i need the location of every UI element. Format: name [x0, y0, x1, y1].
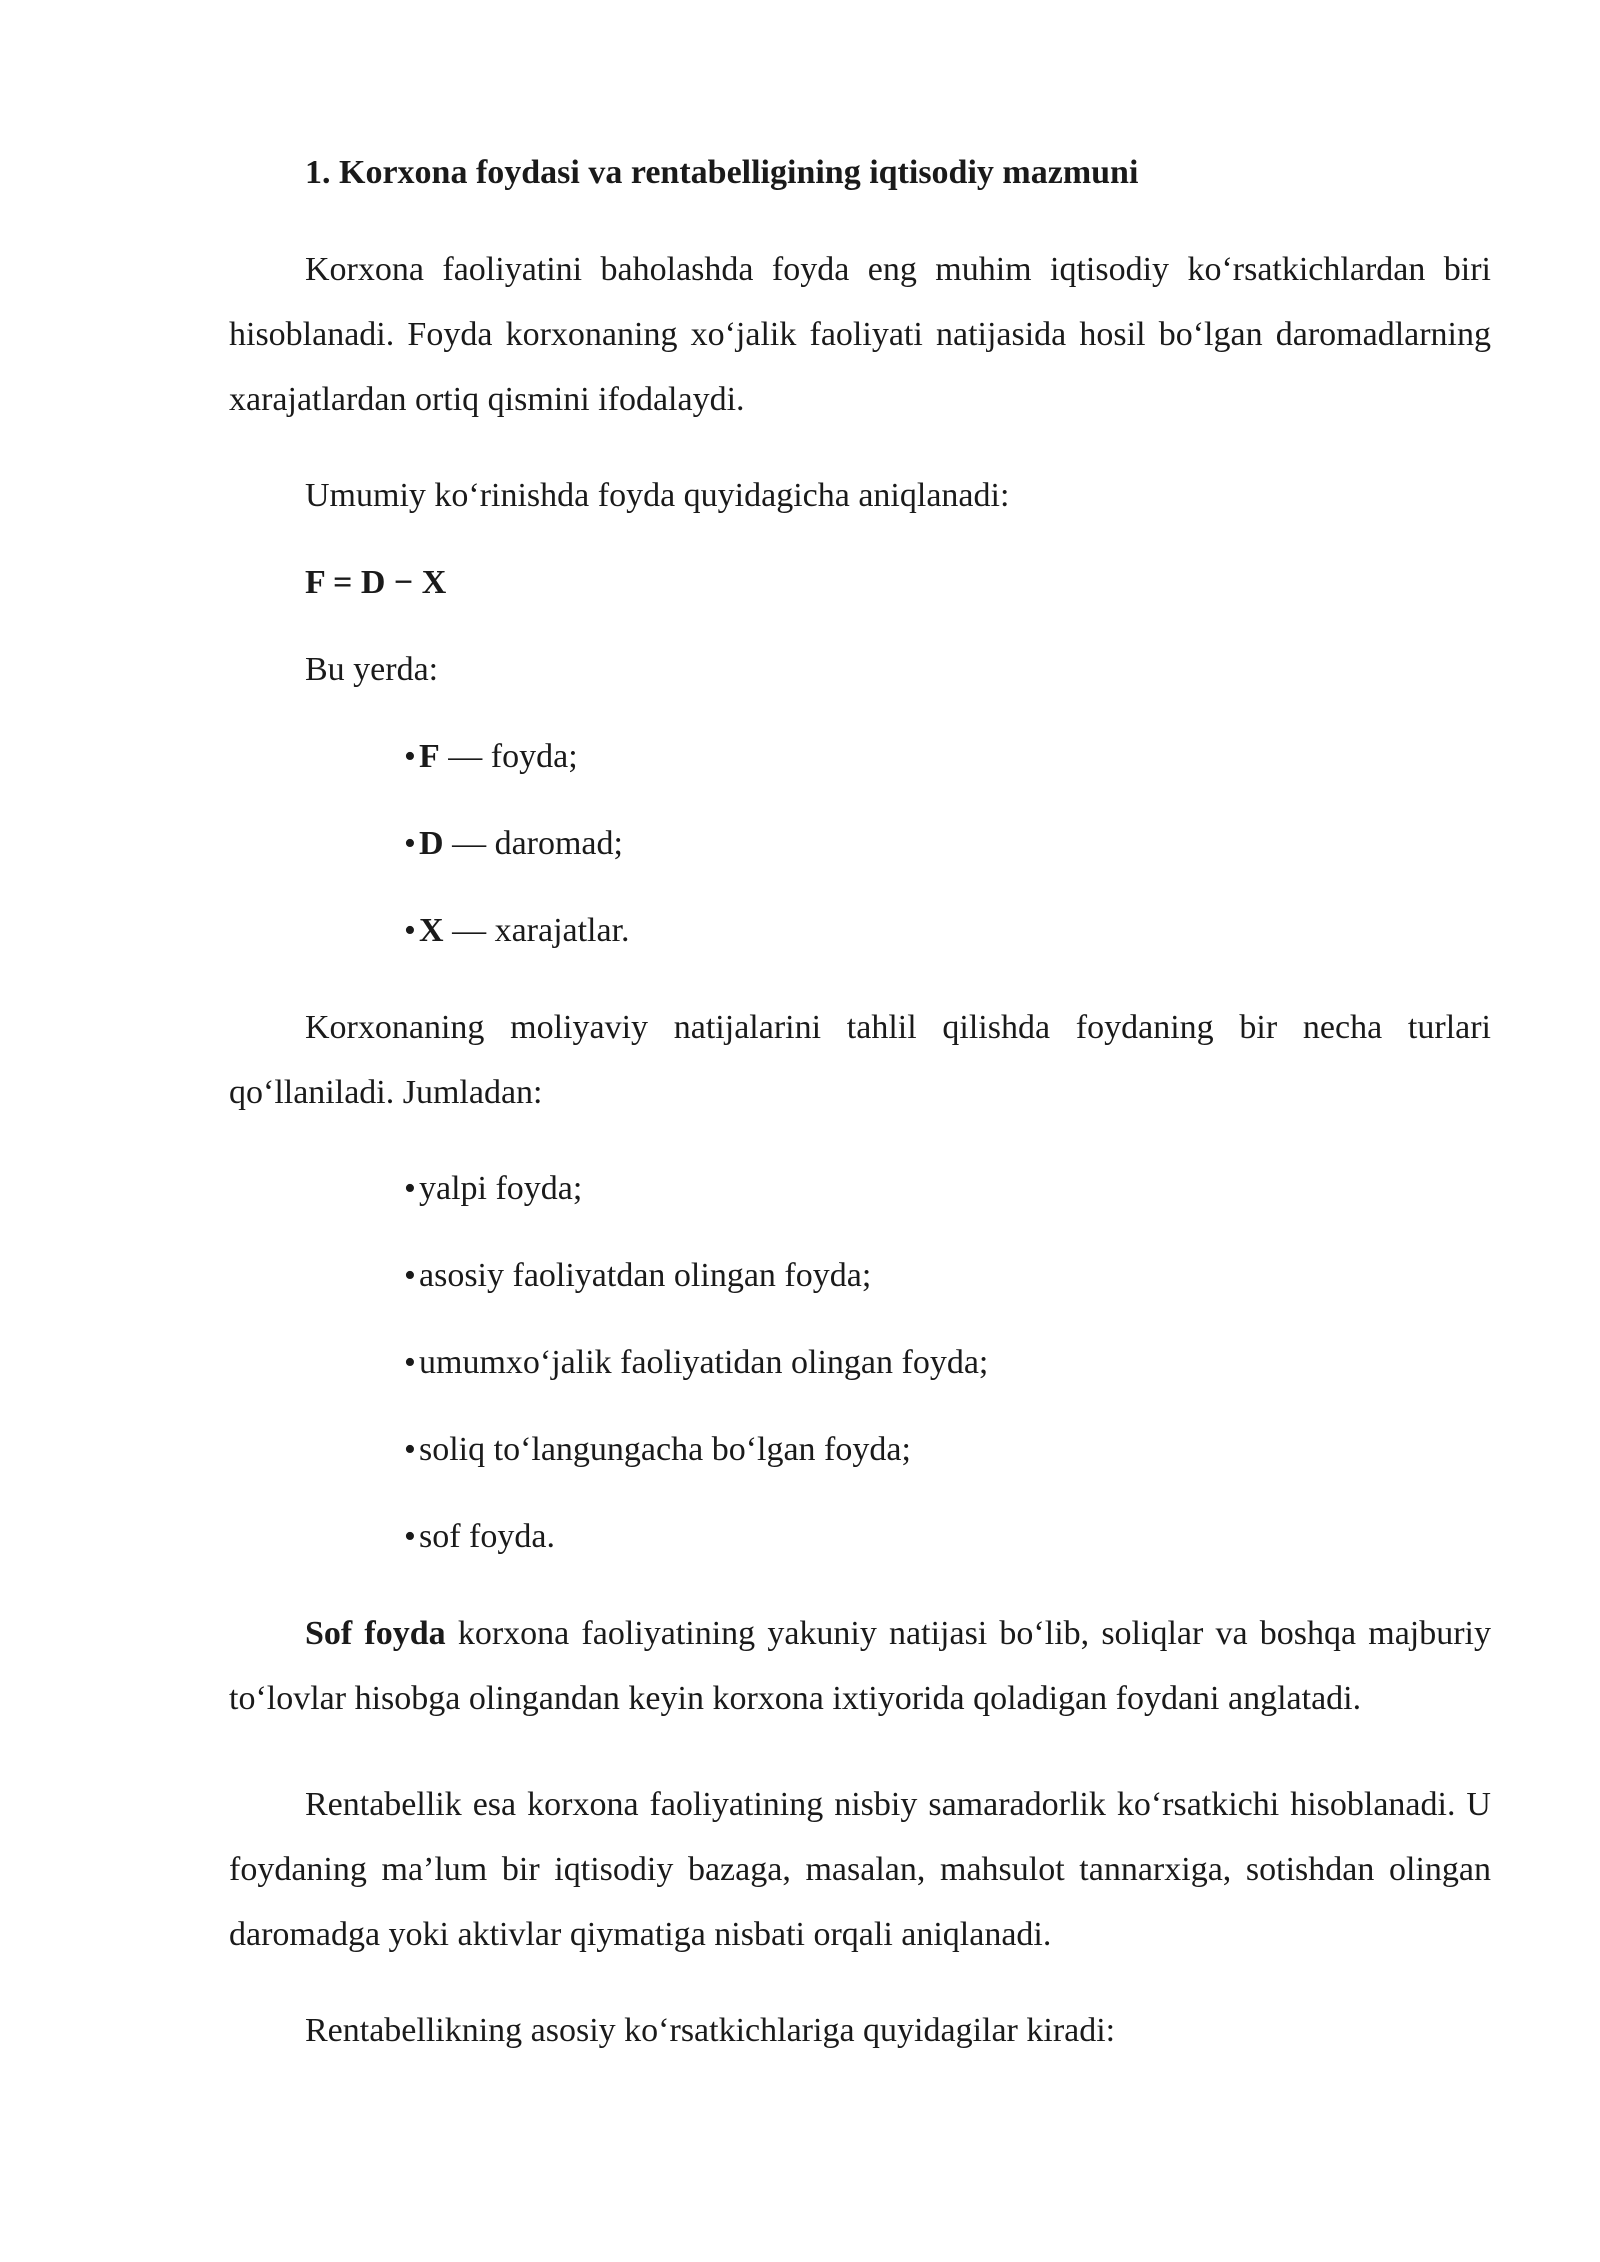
bullet-icon: •: [404, 1257, 416, 1294]
bullet-icon: •: [404, 825, 416, 862]
list-item: [229, 821, 1491, 867]
definition-text: — foyda;: [439, 738, 578, 775]
list-item: [229, 1166, 1491, 1212]
definition-term: F: [419, 738, 440, 775]
paragraph-net-profit: [229, 1601, 1491, 1731]
paragraph-profit-definition: Korxona faoliyatini baholashda foyda eng muhim iqtisodiy ko‘rsatkichlardan biri hisoblanadi. Foyda korxonaning xo‘jalik faoliyati natijasida hosil bo‘lgan daromadlarning xarajatlardan ortiq qismini ifodalaydi.: [229, 251, 1491, 418]
definition-term: X: [419, 912, 444, 949]
list-item: [229, 908, 1491, 954]
definition-text: — xarajatlar.: [443, 912, 630, 949]
bullet-icon: •: [404, 1344, 416, 1381]
list-item: [229, 734, 1491, 780]
bullet-icon: •: [404, 1431, 416, 1468]
list-item: [229, 1340, 1491, 1386]
paragraph-indicators-intro: Rentabellikning asosiy ko‘rsatkichlariga quyidagilar kiradi:: [305, 2012, 1116, 2049]
list-item-text: asosiy faoliyatdan olingan foyda;: [419, 1257, 872, 1294]
profit-formula: F = D − X: [305, 564, 447, 601]
document-page: [229, 150, 1491, 2095]
net-profit-text: korxona faoliyatining yakuniy natijasi bo‘lib, soliqlar va boshqa majburiy to‘lovlar hisobga olingandan keyin korxona ixtiyorida qoladigan foydani anglatadi.: [229, 1615, 1492, 1717]
bullet-icon: •: [404, 738, 416, 775]
paragraph-profitability: Rentabellik esa korxona faoliyatining nisbiy samaradorlik ko‘rsatkichi hisoblanadi. U foydaning ma’lum bir iqtisodiy bazaga, masalan, mahsulot tannarxiga, sotishdan olingan daromadga yoki aktivlar qiymatiga nisbati orqali aniqlanadi.: [229, 1786, 1491, 1953]
list-item: [229, 1253, 1491, 1299]
section-heading: 1. Korxona foydasi va rentabelligining iqtisodiy mazmuni: [305, 154, 1139, 191]
definition-text: — daromad;: [443, 825, 623, 862]
list-item-text: yalpi foyda;: [419, 1170, 583, 1207]
list-item: [229, 1514, 1491, 1560]
list-item: [229, 1427, 1491, 1473]
net-profit-term: Sof foyda: [305, 1615, 446, 1652]
paragraph-profit-types-intro: Korxonaning moliyaviy natijalarini tahlil qilishda foydaning bir necha turlari qo‘llaniladi. Jumladan:: [229, 1009, 1491, 1111]
list-item-text: umumxo‘jalik faoliyatidan olingan foyda;: [419, 1344, 989, 1381]
bullet-icon: •: [404, 1170, 416, 1207]
profit-types-list: [229, 1166, 1491, 1560]
paragraph-formula-intro: Umumiy ko‘rinishda foyda quyidagicha aniqlanadi:: [305, 477, 1010, 514]
definition-term: D: [419, 825, 444, 862]
bullet-icon: •: [404, 912, 416, 949]
list-item-text: sof foyda.: [419, 1518, 555, 1555]
paragraph-where: Bu yerda:: [305, 651, 439, 688]
formula-definitions-list: [229, 734, 1491, 954]
bullet-icon: •: [404, 1518, 416, 1555]
list-item-text: soliq to‘langungacha bo‘lgan foyda;: [419, 1431, 911, 1468]
